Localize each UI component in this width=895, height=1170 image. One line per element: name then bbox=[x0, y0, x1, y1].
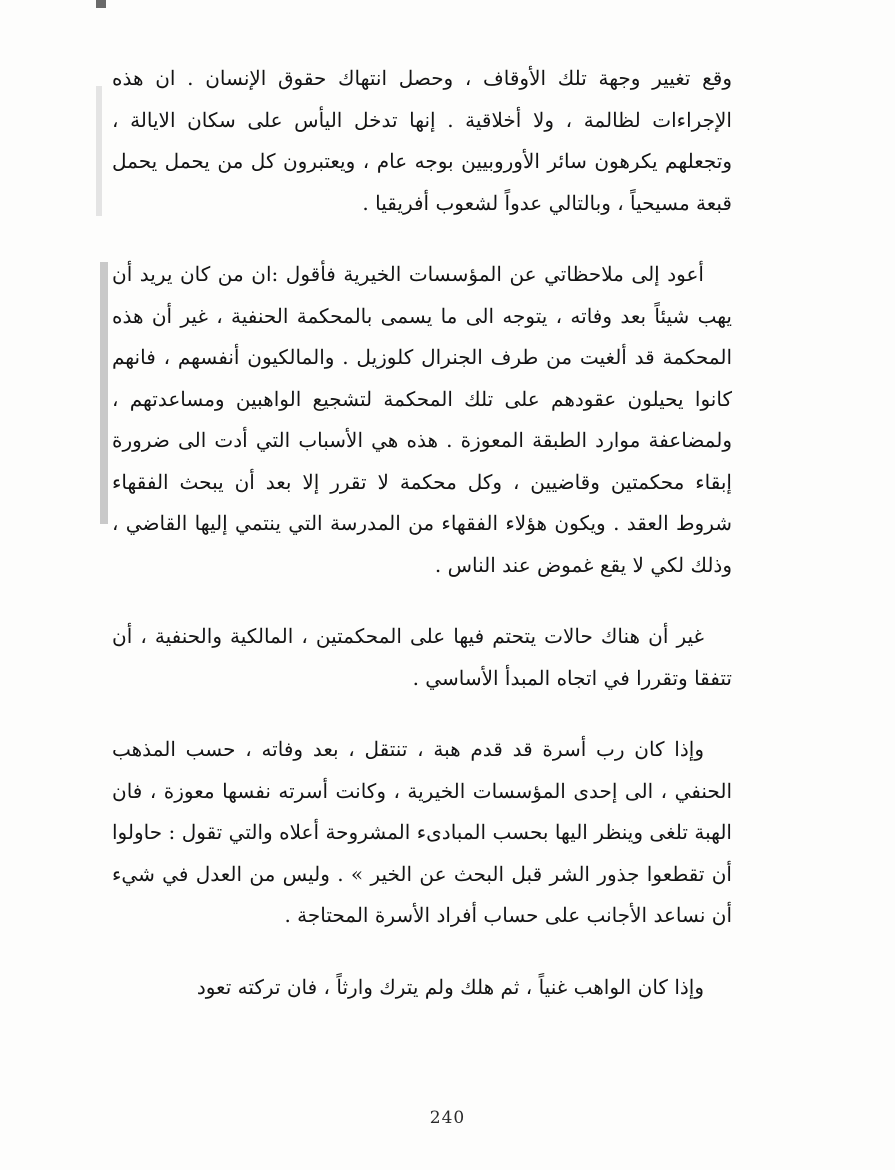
paragraph-5: وإذا كان الواهب غنياً ، ثم هلك ولم يترك وارثاً ، فان تركته تعود bbox=[196, 974, 704, 999]
paragraph-3: غير أن هناك حالات يتحتم فيها على المحكمتين ، المالكية والحنفية ، أن تتفقا وتقررا في اتجاه المبدأ الأساسي . bbox=[112, 624, 732, 690]
paragraph-4: وإذا كان رب أسرة قد قدم هبة ، تنتقل ، بعد وفاته ، حسب المذهب الحنفي ، الى إحدى المؤسسات الخيرية ، وكانت أسرته نفسها معوزة ، فان الهبة تلغى وينظر اليها بحسب المبادىء المشروحة أعلاه والتي تقول : حاولوا أن تقطعوا جذور الشر قبل البحث عن الخير » . وليس من العدل في شيء أن نساعد الأجانب على حساب أفراد الأسرة المحتاجة . bbox=[112, 737, 732, 927]
paragraph-1: وقع تغيير وجهة تلك الأوقاف ، وحصل انتهاك حقوق الإنسان . ان هذه الإجراءات لظالمة ، ولا أخلاقية . إنها تدخل اليأس على سكان الايالة ، وتجعلهم يكرهون سائر الأوروبيين بوجه عام ، ويعتبرون كل من يحمل يحمل قبعة مسيحياً ، وبالتالي عدواً لشعوب أفريقيا . bbox=[112, 66, 732, 215]
paragraph-2: أعود إلى ملاحظاتي عن المؤسسات الخيرية فأقول :ان من كان يريد أن يهب شيئاً بعد وفاته ، يتوجه الى ما يسمى بالمحكمة الحنفية ، غير أن هذه المحكمة قد ألغيت من طرف الجنرال كلوزيل . والمالكيون أنفسهم ، فانهم كانوا يحيلون عقودهم على تلك المحكمة لتشجيع الواهبين ومساعدتهم ، ولمضاعفة موارد الطبقة المعوزة . هذه هي الأسباب التي أدت الى ضرورة إبقاء محكمتين وقاضيين ، وكل محكمة لا تقرر إلا بعد أن يبحث الفقهاء شروط العقد . ويكون هؤلاء الفقهاء من المدرسة التي ينتمي إليها القاضي ، وذلك لكي لا يقع غموض عند الناس . bbox=[112, 262, 732, 577]
scan-shadow bbox=[100, 262, 108, 524]
scan-artifact bbox=[96, 0, 106, 8]
page-number: 240 bbox=[429, 1108, 466, 1128]
body-text bbox=[112, 58, 732, 1008]
scan-shadow bbox=[96, 86, 102, 216]
